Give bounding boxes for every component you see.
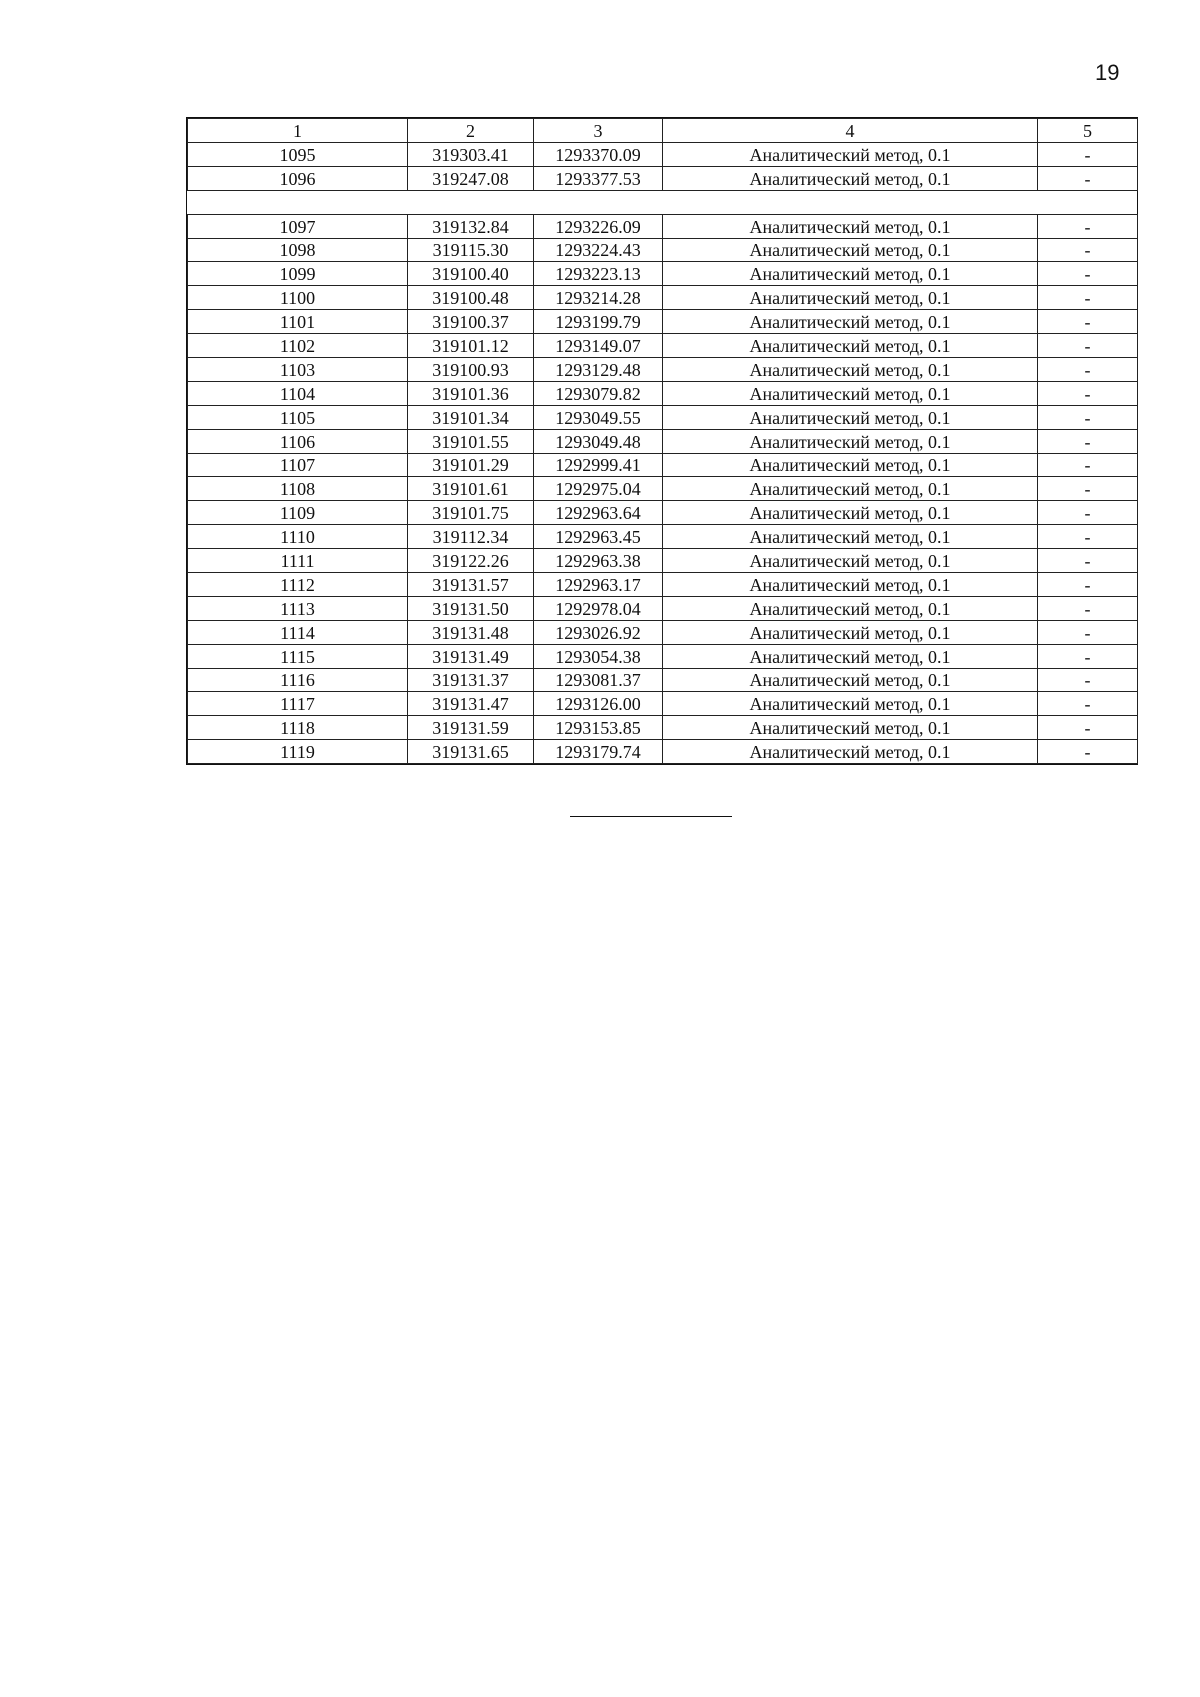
cell-method: Аналитический метод, 0.1 [663,142,1038,166]
cell-method: Аналитический метод, 0.1 [663,501,1038,525]
cell-method: Аналитический метод, 0.1 [663,381,1038,405]
cell-note: - [1038,166,1138,190]
cell-method: Аналитический метод, 0.1 [663,453,1038,477]
column-header: 3 [534,119,663,143]
coordinates-table-grid [187,118,1138,764]
table-row [188,477,1138,501]
cell-note: - [1038,453,1138,477]
cell-y-coordinate: 1293026.92 [534,620,663,644]
cell-point-number: 1118 [188,716,408,740]
cell-x-coordinate: 319132.84 [408,214,534,238]
cell-note: - [1038,142,1138,166]
cell-method: Аналитический метод, 0.1 [663,596,1038,620]
table-row [188,142,1138,166]
cell-point-number: 1102 [188,334,408,358]
cell-note: - [1038,525,1138,549]
cell-note: - [1038,358,1138,382]
page-number: 19 [1095,60,1120,85]
cell-method: Аналитический метод, 0.1 [663,477,1038,501]
cell-note: - [1038,644,1138,668]
cell-point-number: 1096 [188,166,408,190]
cell-y-coordinate: 1293370.09 [534,142,663,166]
cell-x-coordinate: 319100.48 [408,286,534,310]
cell-x-coordinate: 319101.36 [408,381,534,405]
table-row [188,358,1138,382]
cell-y-coordinate: 1293224.43 [534,238,663,262]
cell-x-coordinate: 319131.47 [408,692,534,716]
cell-x-coordinate: 319131.50 [408,596,534,620]
cell-y-coordinate: 1293129.48 [534,358,663,382]
cell-point-number: 1101 [188,310,408,334]
table-row [188,740,1138,764]
cell-method: Аналитический метод, 0.1 [663,668,1038,692]
cell-x-coordinate: 319131.59 [408,716,534,740]
cell-y-coordinate: 1293081.37 [534,668,663,692]
cell-point-number: 1100 [188,286,408,310]
cell-y-coordinate: 1292978.04 [534,596,663,620]
table-row [188,381,1138,405]
table-row [188,692,1138,716]
cell-point-number: 1103 [188,358,408,382]
cell-note: - [1038,214,1138,238]
table-row [188,405,1138,429]
cell-note: - [1038,238,1138,262]
column-header: 2 [408,119,534,143]
table-row [188,453,1138,477]
cell-y-coordinate: 1292963.17 [534,573,663,597]
cell-method: Аналитический метод, 0.1 [663,214,1038,238]
cell-y-coordinate: 1293223.13 [534,262,663,286]
cell-point-number: 1114 [188,620,408,644]
cell-method: Аналитический метод, 0.1 [663,166,1038,190]
cell-note: - [1038,262,1138,286]
cell-point-number: 1109 [188,501,408,525]
column-header: 4 [663,119,1038,143]
cell-note: - [1038,620,1138,644]
cell-y-coordinate: 1293226.09 [534,214,663,238]
cell-point-number: 1110 [188,525,408,549]
table-row [188,596,1138,620]
cell-note: - [1038,716,1138,740]
cell-note: - [1038,692,1138,716]
cell-point-number: 1111 [188,549,408,573]
cell-x-coordinate: 319303.41 [408,142,534,166]
end-rule-divider [570,816,732,817]
table-row [188,525,1138,549]
cell-note: - [1038,405,1138,429]
cell-note: - [1038,596,1138,620]
table-row [188,429,1138,453]
cell-method: Аналитический метод, 0.1 [663,310,1038,334]
cell-point-number: 1099 [188,262,408,286]
cell-y-coordinate: 1293049.55 [534,405,663,429]
cell-method: Аналитический метод, 0.1 [663,549,1038,573]
cell-point-number: 1113 [188,596,408,620]
cell-method: Аналитический метод, 0.1 [663,286,1038,310]
cell-x-coordinate: 319100.93 [408,358,534,382]
cell-x-coordinate: 319101.55 [408,429,534,453]
cell-note: - [1038,668,1138,692]
cell-point-number: 1115 [188,644,408,668]
cell-note: - [1038,429,1138,453]
cell-x-coordinate: 319100.40 [408,262,534,286]
cell-x-coordinate: 319115.30 [408,238,534,262]
cell-point-number: 1107 [188,453,408,477]
cell-x-coordinate: 319131.37 [408,668,534,692]
cell-point-number: 1116 [188,668,408,692]
cell-method: Аналитический метод, 0.1 [663,429,1038,453]
cell-note: - [1038,334,1138,358]
cell-method: Аналитический метод, 0.1 [663,716,1038,740]
cell-note: - [1038,381,1138,405]
cell-note: - [1038,477,1138,501]
table-header-row [188,119,1138,143]
table-row [188,334,1138,358]
cell-method: Аналитический метод, 0.1 [663,644,1038,668]
cell-x-coordinate: 319101.61 [408,477,534,501]
cell-y-coordinate: 1292975.04 [534,477,663,501]
cell-x-coordinate: 319101.12 [408,334,534,358]
cell-y-coordinate: 1293054.38 [534,644,663,668]
cell-y-coordinate: 1293153.85 [534,716,663,740]
table-row [188,310,1138,334]
cell-note: - [1038,310,1138,334]
cell-method: Аналитический метод, 0.1 [663,238,1038,262]
cell-x-coordinate: 319131.57 [408,573,534,597]
cell-point-number: 1117 [188,692,408,716]
cell-y-coordinate: 1292963.38 [534,549,663,573]
table-row [188,286,1138,310]
cell-point-number: 1105 [188,405,408,429]
cell-y-coordinate: 1293079.82 [534,381,663,405]
cell-method: Аналитический метод, 0.1 [663,692,1038,716]
cell-method: Аналитический метод, 0.1 [663,620,1038,644]
cell-method: Аналитический метод, 0.1 [663,573,1038,597]
cell-method: Аналитический метод, 0.1 [663,740,1038,764]
column-header: 1 [188,119,408,143]
gap-cell [188,190,1138,214]
cell-note: - [1038,573,1138,597]
cell-x-coordinate: 319131.49 [408,644,534,668]
cell-note: - [1038,740,1138,764]
cell-method: Аналитический метод, 0.1 [663,405,1038,429]
cell-x-coordinate: 319101.75 [408,501,534,525]
cell-point-number: 1119 [188,740,408,764]
cell-method: Аналитический метод, 0.1 [663,262,1038,286]
table-row [188,501,1138,525]
cell-note: - [1038,549,1138,573]
cell-x-coordinate: 319112.34 [408,525,534,549]
cell-method: Аналитический метод, 0.1 [663,525,1038,549]
table-row [188,549,1138,573]
cell-y-coordinate: 1292963.64 [534,501,663,525]
table-row [188,214,1138,238]
table-row [188,716,1138,740]
table-gap-row [188,190,1138,214]
cell-x-coordinate: 319131.48 [408,620,534,644]
cell-point-number: 1106 [188,429,408,453]
table-row [188,238,1138,262]
cell-point-number: 1098 [188,238,408,262]
cell-y-coordinate: 1292963.45 [534,525,663,549]
cell-y-coordinate: 1293126.00 [534,692,663,716]
cell-y-coordinate: 1293149.07 [534,334,663,358]
cell-x-coordinate: 319247.08 [408,166,534,190]
cell-y-coordinate: 1293199.79 [534,310,663,334]
cell-x-coordinate: 319122.26 [408,549,534,573]
table-row [188,262,1138,286]
table-row [188,620,1138,644]
cell-method: Аналитический метод, 0.1 [663,334,1038,358]
cell-x-coordinate: 319100.37 [408,310,534,334]
cell-y-coordinate: 1293049.48 [534,429,663,453]
table-row [188,166,1138,190]
cell-note: - [1038,286,1138,310]
cell-point-number: 1095 [188,142,408,166]
cell-note: - [1038,501,1138,525]
cell-point-number: 1104 [188,381,408,405]
cell-point-number: 1112 [188,573,408,597]
table-row [188,644,1138,668]
coordinates-table [186,117,1138,765]
table-row [188,668,1138,692]
cell-x-coordinate: 319101.34 [408,405,534,429]
cell-point-number: 1108 [188,477,408,501]
cell-x-coordinate: 319101.29 [408,453,534,477]
cell-y-coordinate: 1293214.28 [534,286,663,310]
column-header: 5 [1038,119,1138,143]
cell-y-coordinate: 1293377.53 [534,166,663,190]
table-row [188,573,1138,597]
cell-x-coordinate: 319131.65 [408,740,534,764]
cell-y-coordinate: 1293179.74 [534,740,663,764]
cell-method: Аналитический метод, 0.1 [663,358,1038,382]
cell-point-number: 1097 [188,214,408,238]
cell-y-coordinate: 1292999.41 [534,453,663,477]
